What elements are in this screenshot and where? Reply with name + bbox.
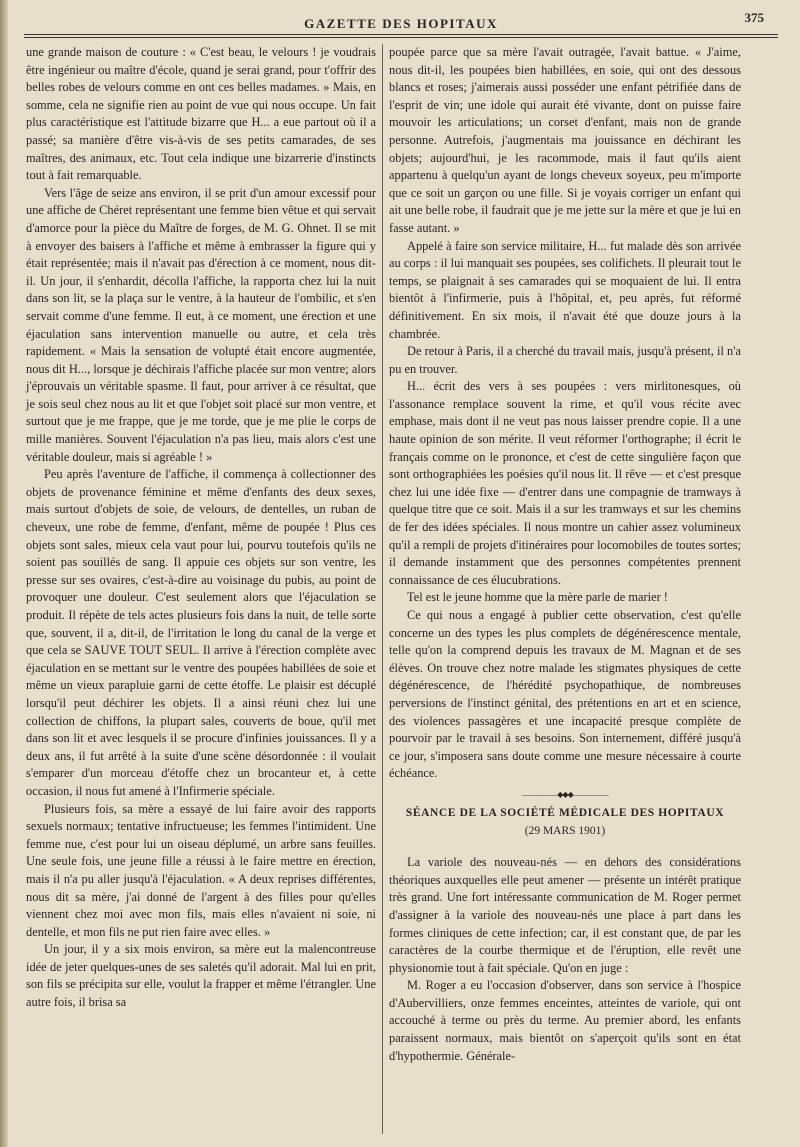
binding-edge [0,0,8,1147]
paragraph: H... écrit des vers à ses poupées : vers mirlitonesques, où l'assonance remplace souvent la rime, et qu'il vous récite avec emphase, mais dont il ne veut pas nous laisser prendre copie. Il a une haute opinion de son mérite. Il veut réformer l'orthographe; il écrit le français comme on le prononce, et c'est de cette singulière façon que sont orthographiées les poésies qu'il nous lit. Il rêve — et c'est presque chez lui une idée fixe — d'entrer dans une compagnie de tramways à quelque titre que ce soit. Mais il a sur les tramways et sur les chemins de fer des idées spéciales. Il nous montre un cahier assez volumineux qu'il a rempli de projets d'itinéraires pour locomobiles de toutes sortes; il demande instamment que des personnes compétentes prennent connaissance de ces élucubrations. [389,379,741,587]
page-header [24,8,778,35]
paragraph: Peu après l'aventure de l'affiche, il commença à collectionner des objets de provenance féminine et même d'enfants des deux sexes, mais surtout d'objets de soie, de velours, de dentelles, un ruban de cheveux, une robe de femme, d'enfant, même de poupée ! Plus ces objets sont sales, mieux cela vaut pour lui, pourvu toutefois qu'ils ne soient pas souillés de sang. Il appuie ces objets sur son ventre, les presse sur ses ovaires, c'est-à-dire au voisinage du pubis, au point de provoquer une douleur. C'est seulement alors que l'éjaculation se produit. Il répète de tels actes plusieurs fois dans la nuit, de telle sorte que, souvent, il a, dit-il, de l'irritation le long du canal de la verge et que cela se SAUVE TOUT SEUL. Il arrive à l'érection complète avec éjaculation en se mettant sur le ventre des poupées habillées de soie et même un vieux parapluie garni de cette étoffe. Le plaisir est décuplé lorsqu'il peut déchirer les objets. Il a ainsi réuni chez lui une collection de chiffons, la plupart sales, couverts de boue, qu'il met dans son lit et avec lesquels il se procure d'infinies jouissances. Il y a deux ans, il fut arrêté à la suite d'une scène désordonnée : il voulait s'emparer d'un morceau d'étoffe chez un brocanteur et, à cette occasion, il nous fut amené à l'Infirmerie spéciale. [26,467,376,798]
section-ornament: —————◆◆◆————— [522,789,608,799]
paragraph: Plusieurs fois, sa mère a essayé de lui faire avoir des rapports sexuels normaux; tentative infructueuse; les femmes l'intimident. Une femme nue, c'est pour lui un oiseau déplumé, un arbre sans feuilles. Une seule fois, une jeune fille a réussi à le faire mettre en érection, mais il n'a pu aller jusqu'à l'éjaculation. « A deux reprises différentes, nous dit sa mère, j'ai donné de l'argent à des filles pour qu'elles viennent chez moi avec mon fils, mais elles n'avaient ni soie, ni dentelle, et mon fils ne put rien faire avec elles. » [26,801,376,939]
paragraph: La variole des nouveau-nés — en dehors des considérations théoriques auxquelles elle peut amener — présente un intérêt pratique très grand. Une fort intéressante communication de M. Roger permet d'assigner à la variole des nouveau-nés une place à part dans les formes cliniques de cette infection; car, il est constant que, de par les caractères de la courbe thermique et de l'éruption, elle revêt une physionomie tout à fait spéciale. Qu'on en juge : [389,855,741,975]
right-column [389,44,741,1065]
column-divider [382,44,383,1134]
paragraph: M. Roger a eu l'occasion d'observer, dans son service à l'hospice d'Aubervilliers, onze femmes enceintes, atteintes de variole, qui ont accouché à terme ou près du terme. Au premier abord, les enfants paraissent normaux, mais bientôt on s'aperçoit qu'ils sont en état d'hypothermie. Générale- [389,978,741,1063]
paragraph: poupée parce que sa mère l'avait outragée, l'avait battue. « J'aime, nous dit-il, les poupées bien habillées, en soie, qui ont des dessous blancs et roses; j'aimerais aussi posséder une enfant pétrifiée dans de l'esprit de vin; une idole qui aurait été vivante, dont on puisse faire mouvoir les articulations; un corset d'enfant, mais non de grande personne. Autrefois, j'augmentais ma jouissance en déchirant les objets; aujourd'hui, je les racommode, mais il faut qu'ils aient appartenu à quelqu'un ayant de longs cheveux soyeux, peu m'importe que ce soit un garçon ou une fille. Si je voyais corriger un enfant qui ait une belle robe, il faudrait que je me jette sur la mère et que je lui en fasse autant. » [389,45,741,235]
journal-title: GAZETTE DES HOPITAUX [304,16,498,31]
paragraph: une grande maison de couture : « C'est beau, le velours ! je voudrais être ingénieur ou maître d'école, quand je serai grand, pour t'offrir des belles robes de velours comme en ont ces belles madames. » Mais, en somme, cela ne signifie rien au point de vue qui nous occupe. Un fait plus caractéristique est l'attitude bizarre que H... a eue partout où il a passé; sa manière d'être vis-à-vis de ses petits camarades, de ses maîtres, des animaux, etc. Tout cela indique une bizarrerie d'instincts tout à fait remarquable. [26,45,376,183]
paragraph: Appelé à faire son service militaire, H... fut malade dès son arrivée au corps : il lui manquait ses poupées, ses colifichets. Il pleurait tout le temps, se plaignait à ses camarades qui se moquaient de lui. Il entra bientôt à l'infirmerie, puis à l'hôpital, et, peu après, fut réformé définitivement. En six mois, il n'avait été que douze jours à la chambrée. [389,238,741,341]
section-title: SÉANCE DE LA SOCIÉTÉ MÉDICALE DES HOPITAUX [405,806,725,819]
paragraph: Tel est le jeune homme que la mère parle de marier ! [407,590,668,605]
paragraph: Un jour, il y a six mois environ, sa mère eut la malencontreuse idée de jeter quelques-unes de ses saletés qu'il adorait. Mal lui en prit, son fils se précipita sur elle, voulut la frapper et même l'étrangler. Une autre fois, il brisa sa [26,942,376,1010]
left-column [26,44,376,1012]
page-number: 375 [744,10,764,25]
section-date: (29 MARS 1901) [524,824,606,837]
header-rule [24,37,778,38]
paragraph: De retour à Paris, il a cherché du travail mais, jusqu'à présent, il n'a pu en trouver. [389,344,741,376]
paragraph: Vers l'âge de seize ans environ, il se prit d'un amour excessif pour une affiche de Chéret représentant une femme bien vêtue et qui servait d'amorce pour la pièce du Maître de forges, de M. G. Ohnet. Il se mit à envoyer des baisers à l'affiche et même à embrasser la figure qui y était représentée; mais il n'avait pas d'érection à ce moment, nous dit-il. Un jour, il s'enhardit, décolla l'affiche, la rapporta chez lui la nuit dans son lit, se la plaça sur le ventre, à la hauteur de l'ombilic, et s'en servait comme d'une femme. Il eut, à ce moment, une érection et une éjaculation sans intervention manuelle ou autre, et cela très rapidement. « Mais la sensation de volupté était encore augmentée, nous dit H..., lorsque je déchirais l'affiche placée sur mon ventre; alors j'éprouvais un véritable spasme. Il faut, pour arriver à ce résultat, que je sois seul chez nous au lit et que l'objet soit placé sur mon ventre, et surtout que je me frappe, que je me torde, que je me plie le corps de mille manières. Souvent l'éjaculation n'a pas lieu, mais alors c'est une véritable douleur, mais si agréable ! » [26,185,376,464]
paragraph: Ce qui nous a engagé à publier cette observation, c'est qu'elle concerne un des types les plus complets de dégénérescence mentale, telle qu'on la comprend depuis les travaux de M. Magnan et de ses élèves. On trouve chez notre malade les stigmates physiques de cette dégénérescence, de l'hérédité psychopathique, de nombreuses perversions de l'instinct génital, des prétentions en art et en science, des violences passagères et une incapacité presque complète de pourvoir par le travail à ses besoins. Son internement, différé jusqu'à ce jour, s'imposera sans doute comme une mesure nécessaire à courte échéance. [389,608,741,781]
